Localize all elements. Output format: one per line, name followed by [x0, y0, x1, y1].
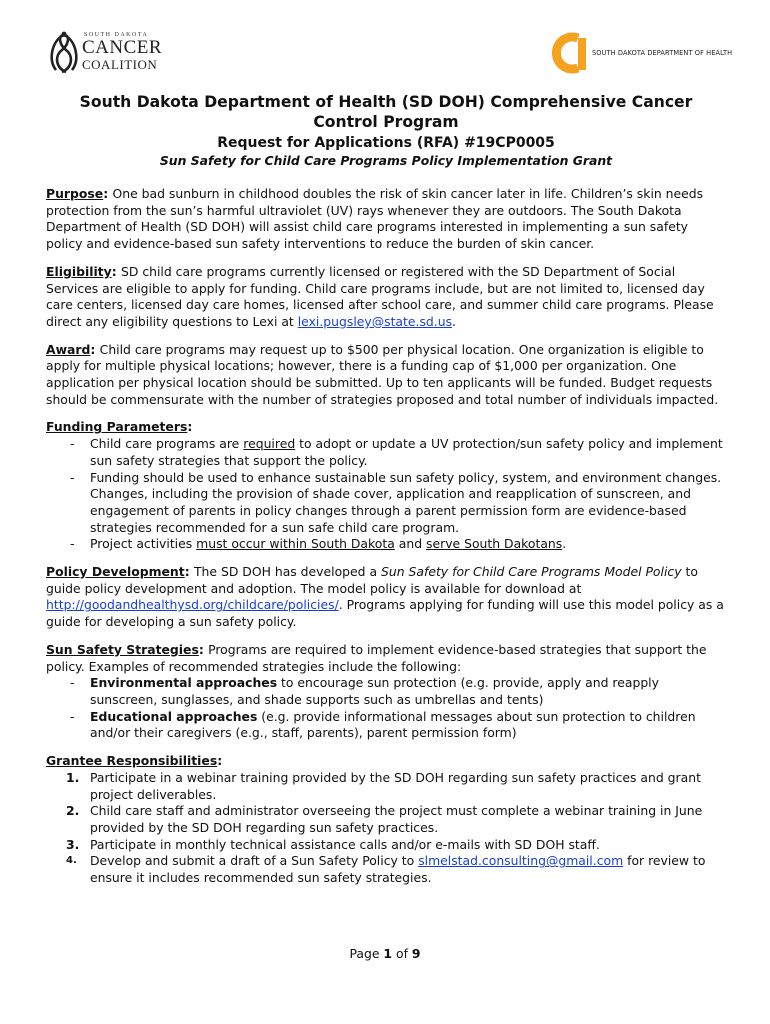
grantee-section: Grantee Responsibilities: 1. Participate in a webinar training provided by the SD DOH regarding sun safety practices and grant project deliverables. 2. Child care staff and administrator overseeing the project must complete a webinar training in June provided by the SD DOH regarding sun safety practices. 3. Participate in monthly technical assistance calls and/or e-mails with SD DOH staff. 4. Develop and submit a draft of a Sun Safety Policy to slmelstad.consulting@gmail.com for review to ensure it includes recommended sun safety strategies.: [46, 753, 726, 887]
grantee-item-1-text: Participate in a webinar training provided by the SD DOH regarding sun safety practices and grant project deliverables.: [90, 769, 701, 802]
funding-item-3-pre: Project activities: [90, 536, 193, 552]
page-footer: [0, 946, 770, 961]
policy-text-post: . Programs applying for funding will use this model policy as a guide for developing a sun safety policy.: [46, 597, 724, 630]
strategy-1-text: to encourage sun protection (e.g. provide, apply and reapply sunscreen, sunglasses, and shade supports such as umbrellas and tents): [90, 675, 659, 707]
grantee-item-2-text: Child care staff and administrator overseeing the project must complete a webinar training in June provided by the SD DOH regarding sun safety practices.: [90, 803, 703, 835]
document-body: [46, 92, 726, 887]
page-total: 9: [411, 946, 421, 961]
strategies-section: Sun Safety Strategies: Programs are required to implement evidence-based strategies that support the policy. Examples of recommended strategies include the following: - Environmental approaches to encourage sun protection (e.g. provide, apply and reapply sunscreen, sunglasses, and shade supports such as umbrellas and tents) - Educational approaches (e.g. provide informational messages about sun protection to children and/or their caregivers (e.g., staff, parents), parent permission form): [46, 642, 726, 742]
policy-download-link[interactable]: http://goodandhealthysd.org/childcare/policies/: [46, 597, 339, 613]
policy-text-mid: to guide policy development and adoption. The model policy is available for download at: [46, 564, 698, 596]
funding-item-1-post: to adopt or update a UV protection/sun safety policy and implement sun safety strategies that support the policy.: [90, 436, 723, 468]
grantee-item-4-pre: Develop and submit a draft of a Sun Safety Policy to: [90, 853, 415, 869]
strategies-heading: Sun Safety Strategies: [46, 641, 199, 657]
page-label: Page: [349, 946, 380, 961]
list-item: [70, 709, 726, 742]
grantee-item-3-text: Participate in monthly technical assistance calls and/or e-mails with SD DOH staff.: [90, 836, 600, 852]
model-policy-title: Sun Safety for Child Care Programs Model Policy: [381, 564, 682, 580]
award-heading: Award: [46, 341, 91, 357]
page-number: 1: [383, 946, 393, 961]
funding-item-3-emphasis-2: serve South Dakotans: [426, 536, 563, 552]
policy-heading: Policy Development: [46, 564, 185, 580]
strategy-1-title: Environmental approaches: [90, 675, 278, 691]
list-item: [70, 536, 726, 553]
item-number: 1.: [66, 769, 80, 785]
award-text: Child care programs may request up to $500 per physical location. One organization is eligible to apply for multiple physical locations; however, there is a funding cap of $1,000 per organization. One application per physical location should be submitted. Up to ten applicants will be funded. Budget requests should be commensurate with the number of strategies proposed and total number of individuals impacted.: [46, 341, 719, 407]
logo-line2: CANCER: [82, 37, 163, 58]
award-section: Award: Child care programs may request up to $500 per physical location. One organization is eligible to apply for multiple physical locations; however, there is a funding cap of $1,000 per organization. One application per physical location should be submitted. Up to ten applicants will be funded. Budget requests should be commensurate with the number of strategies proposed and total number of individuals impacted.: [46, 341, 719, 407]
eligibility-text: SD child care programs currently licensed or registered with the SD Department of Social Services are eligible to apply for funding. Child care programs include, but are not limited to, licensed day care centers, licensed day care homes, licensed after school care, and summer child care programs. Please direct any eligibility questions to Lexi at: [46, 263, 714, 329]
cancer-coalition-logo: [46, 30, 170, 76]
list-item: [70, 470, 726, 537]
logo-line1: SOUTH DAKOTA: [84, 32, 149, 38]
funding-list: [46, 436, 726, 553]
eligibility-end: .: [452, 313, 456, 329]
eligibility-section: Eligibility: SD child care programs currently licensed or registered with the SD Department of Social Services are eligible to apply for funding. Child care programs include, but are not limited to, licensed day care centers, licensed day care homes, licensed after school care, and summer child care programs. Please direct any eligibility questions to Lexi at lexi.pugsley@state.sd.us.: [46, 263, 714, 329]
funding-item-3-end: .: [562, 536, 567, 552]
page-of: of: [396, 946, 408, 961]
strategy-2-title: Educational approaches: [90, 708, 258, 724]
document-title: South Dakota Department of Health (SD DOH) Comprehensive Cancer Control Program: [79, 93, 693, 131]
funding-section: Funding Parameters: - Child care programs are required to adopt or update a UV protection/sun safety policy and implement sun safety strategies that support the policy. - Funding should be used to enhance sustainable sun safety policy, system, and environment changes. Changes, including the provision of shade cover, application and reapplication of sunscreen, and engagement of parents in policy changes through a parent permission form are evidence-based strategies recommended for a sun safe child care program. - Project activities must occur within South Dakota and serve South Dakotans.: [46, 419, 726, 553]
purpose-section: Purpose: One bad sunburn in childhood doubles the risk of skin cancer later in life. Children’s skin needs protection from the sun’s harmful ultraviolet (UV) rays whenever they are outdoors. The South Dakota Department of Health (SD DOH) will assist child care programs interested in implementing a sun safety policy and evidence-based sun safety interventions to reduce the burden of skin cancer.: [46, 186, 704, 252]
funding-item-3-emphasis-1: must occur within South Dakota: [196, 536, 395, 552]
list-item: [70, 436, 726, 469]
sd-doh-logo: [548, 30, 738, 76]
sd-doh-logo-icon: [548, 30, 594, 76]
list-item: [66, 770, 726, 803]
item-number: 4.: [66, 855, 77, 867]
grantee-heading: Grantee Responsibilities: [46, 753, 218, 769]
grantee-item-4-post: for review to ensure it includes recommended sun safety strategies.: [90, 853, 706, 886]
purpose-text: One bad sunburn in childhood doubles the risk of skin cancer later in life. Children’s skin needs protection from the sun’s harmful ultraviolet (UV) rays whenever they are outdoors. The South Dakota Department of Health (SD DOH) will assist child care programs interested in implementing a sun safety policy and evidence-based sun safety interventions to reduce the burden of skin cancer.: [46, 186, 704, 252]
policy-text-pre: The SD DOH has developed a: [193, 564, 378, 580]
eligibility-email-link[interactable]: lexi.pugsley@state.sd.us: [297, 313, 453, 329]
consulting-email-link[interactable]: slmelstad.consulting@gmail.com: [418, 853, 624, 869]
funding-heading: Funding Parameters: [46, 419, 188, 435]
funding-item-3-mid: and: [398, 536, 423, 552]
eligibility-heading: Eligibility: [46, 263, 112, 279]
sd-doh-logo-text: SOUTH DAKOTA DEPARTMENT OF HEALTH: [592, 49, 733, 57]
funding-item-2-text: Funding should be used to enhance sustainable sun safety policy, system, and environment changes. Changes, including the provision of shade cover, application and reapplication of sunscreen, and engagement of parents in policy changes through a parent permission form are evidence-based strategies recommended for a sun safe child care program.: [90, 469, 722, 535]
list-item: [66, 837, 726, 854]
rfa-number: Request for Applications (RFA) #19CP0005: [217, 135, 555, 151]
item-number: 2.: [66, 803, 80, 819]
strategies-text: Programs are required to implement evidence-based strategies that support the policy. Examples of recommended strategies include the following:: [46, 641, 707, 674]
purpose-heading: Purpose: [46, 186, 104, 201]
strategy-2-text: (e.g. provide informational messages about sun protection to children and/or their caregivers (e.g., staff, parents), parent permission form): [90, 708, 696, 741]
policy-section: Policy Development: The SD DOH has developed a Sun Safety for Child Care Programs Model Policy to guide policy development and adoption. The model policy is available for download at http://goodandhealthysd.org/childcare/policies/. Programs applying for funding will use this model policy as a guide for developing a sun safety policy.: [46, 564, 724, 630]
list-item: [66, 853, 726, 886]
list-item: [66, 803, 726, 836]
list-item: [70, 675, 726, 708]
grantee-list: [46, 770, 726, 887]
item-number: 3.: [66, 836, 80, 852]
funding-item-1-pre: Child care programs are: [90, 436, 240, 452]
strategies-list: [46, 675, 726, 742]
grant-name: Sun Safety for Child Care Programs Policy Implementation Grant: [159, 153, 613, 168]
funding-item-1-emphasis: required: [243, 436, 296, 452]
logo-line3: COALITION: [82, 57, 158, 72]
